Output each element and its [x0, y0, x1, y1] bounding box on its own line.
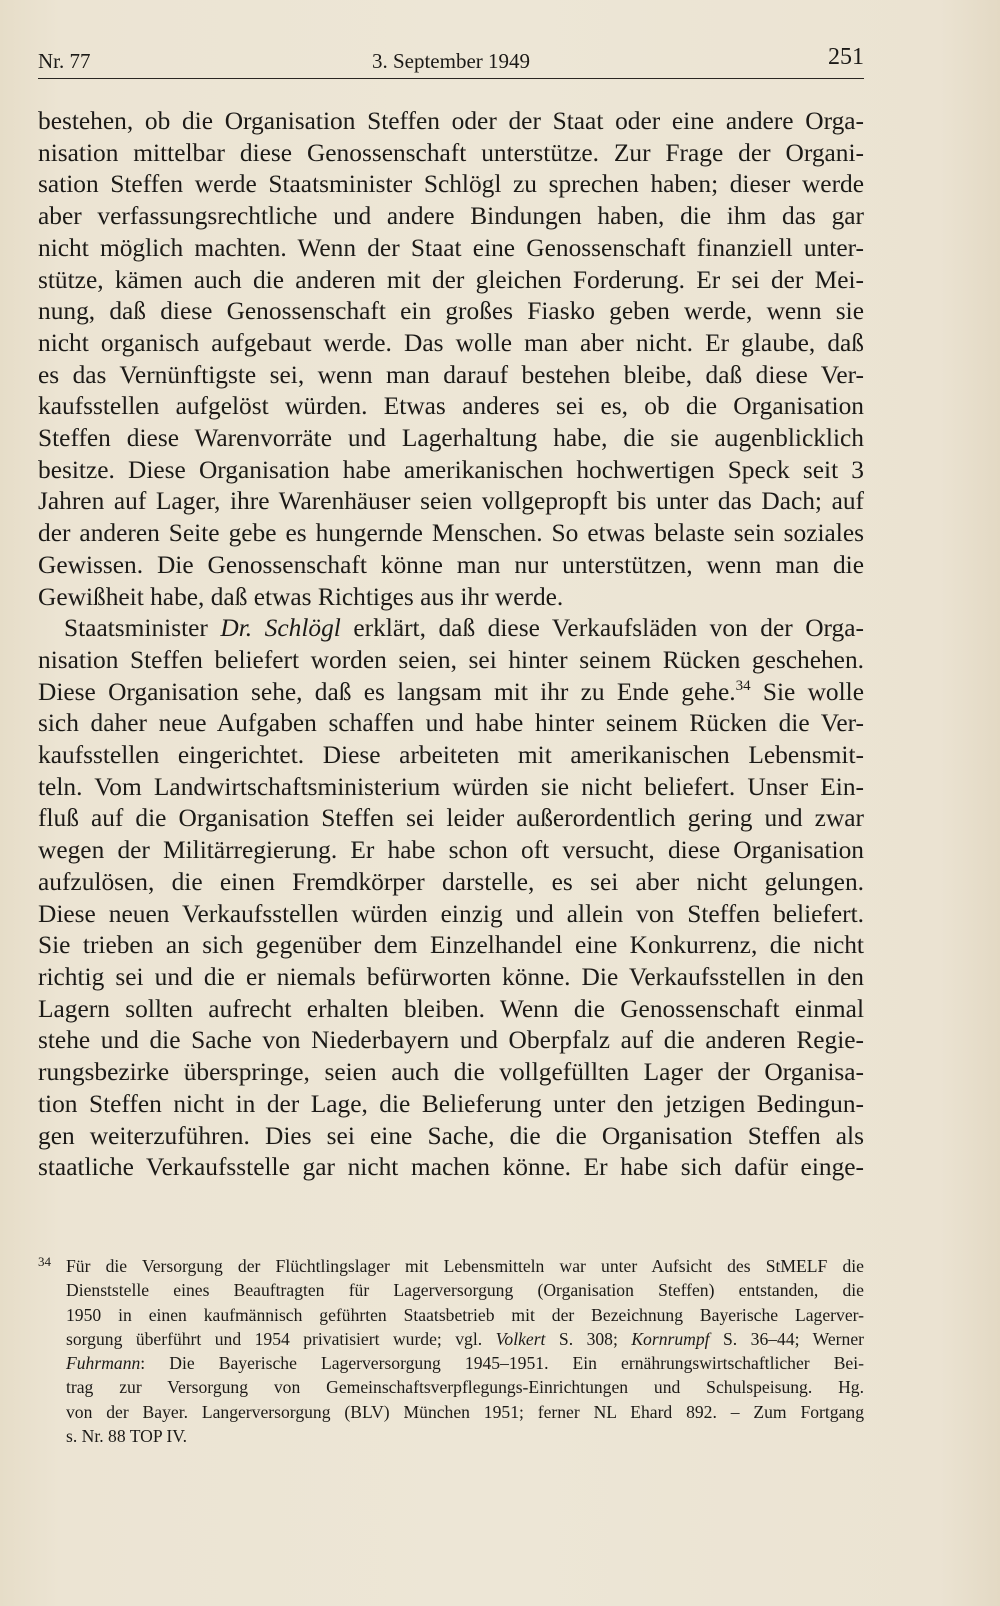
text-line: es das Vernünftigste sei, wenn man darauf bestehen bleibe, daß diese Ver-	[38, 360, 864, 389]
running-header	[38, 44, 864, 79]
citation-author: Volkert	[495, 1328, 546, 1349]
text-line: nisation mittelbar diese Genossenschaft unterstütze. Zur Frage der Organi-	[38, 138, 864, 167]
text-line: der anderen Seite gebe es hungernde Menschen. So etwas belaste sein soziales	[38, 519, 864, 548]
footnote-line: 1950 in einen kaufmännisch geführten Staatsbetrieb mit der Bezeichnung Bayerische Lagerver-	[66, 1304, 864, 1325]
paragraph-1	[38, 106, 864, 613]
footnote-reference[interactable]: 34	[735, 677, 751, 694]
footnote-line	[66, 1327, 864, 1351]
footnote-line: trag zur Versorgung von Gemeinschaftsverpflegungs-Einrichtungen und Schulspeisung. Hg.	[66, 1377, 864, 1398]
text-line: Steffen diese Warenvorräte und Lagerhaltung habe, die sie augenblicklich	[38, 424, 864, 453]
text-line: kaufsstellen eingerichtet. Diese arbeiteten mit amerikanischen Lebensmit-	[38, 741, 864, 770]
text-fragment: S. 308;	[545, 1328, 632, 1349]
text-line: richtig sei und die er niemals befürworten könne. Die Verkaufsstellen in den	[38, 962, 864, 991]
text-line: Sie trieben an sich gegenüber dem Einzelhandel eine Konkurrenz, die nicht	[38, 931, 864, 960]
text-fragment: : Die Bayerische Lagerversorgung 1945–1951. Ein ernährungswirtschaftlicher Bei-	[140, 1353, 864, 1374]
main-text	[38, 106, 864, 1184]
footnote-line	[66, 1351, 864, 1375]
text-line: nicht möglich machten. Wenn der Staat eine Genossenschaft finanziell unter-	[38, 233, 864, 262]
text-line: stütze, kämen auch die anderen mit der gleichen Forderung. Er sei der Mei-	[38, 265, 864, 294]
text-line: staatliche Verkaufsstelle gar nicht machen könne. Er habe sich dafür einge-	[38, 1153, 864, 1182]
footnote-line: Dienststelle eines Beauftragten für Lagerversorgung (Organisation Steffen) entstanden, die	[66, 1280, 864, 1301]
text-fragment: Staatsminister	[64, 614, 221, 643]
text-line: tion Steffen nicht in der Lage, die Belieferung unter den jetzigen Bedingun-	[38, 1089, 864, 1118]
footnote-34	[38, 1254, 864, 1448]
text-fragment: sorgung überführt und 1954 privatisiert wurde; vgl.	[66, 1328, 496, 1349]
footnote-line: s. Nr. 88 TOP IV.	[66, 1426, 188, 1447]
footnote-line: Für die Versorgung der Flüchtlingslager mit Lebensmitteln war unter Aufsicht des StMELF die	[66, 1256, 864, 1276]
header-date: 3. September 1949	[371, 49, 531, 73]
text-line: teln. Vom Landwirtschaftsministerium würden sie nicht beliefert. Unser Ein-	[38, 772, 864, 801]
document-number: Nr. 77	[38, 49, 91, 73]
text-line: fluß auf die Organisation Steffen sei leider außerordentlich gering und zwar	[38, 804, 864, 833]
text-line: nung, daß diese Genossenschaft ein großes Fiasko geben werde, wenn sie	[38, 297, 864, 326]
text-line: wegen der Militärregierung. Er habe schon oft versucht, diese Organisation	[38, 836, 864, 865]
text-line: Diese neuen Verkaufsstellen würden einzig und allein von Steffen beliefert.	[38, 899, 864, 928]
text-line: aufzulösen, die einen Fremdkörper darstelle, es sei aber nicht gelungen.	[38, 867, 864, 896]
page-number: 251	[828, 44, 864, 70]
text-fragment: Sie wolle	[750, 677, 864, 706]
text-line: besitze. Diese Organisation habe amerikanischen hochwertigen Speck seit 3	[38, 455, 864, 484]
text-line: aber verfassungsrechtliche und andere Bindungen haben, die ihm das gar	[38, 202, 864, 231]
text-line	[38, 677, 864, 709]
text-line: Lagern sollten aufrecht erhalten bleiben. Wenn die Genossenschaft einmal	[38, 994, 864, 1023]
text-fragment: S. 36–44; Werner	[709, 1328, 864, 1349]
footnote-text	[66, 1254, 864, 1448]
text-line: Gewißheit habe, daß etwas Richtiges aus ihr werde.	[38, 582, 564, 611]
text-line: sich daher neue Aufgaben schaffen und habe hinter seinem Rücken die Ver-	[38, 709, 864, 738]
text-line: bestehen, ob die Organisation Steffen oder der Staat oder eine andere Orga-	[38, 107, 864, 135]
citation-author: Fuhrmann	[66, 1353, 141, 1374]
text-fragment: Diese Organisation sehe, daß es langsam mit ihr zu Ende gehe.	[38, 677, 736, 706]
text-line: nicht organisch aufgebaut werde. Das wolle man aber nicht. Er glaube, daß	[38, 328, 864, 357]
text-line	[38, 613, 864, 645]
text-line: rungsbezirke überspringe, seien auch die vollgefüllten Lager der Organisa-	[38, 1058, 864, 1087]
citation-author: Kornrumpf	[631, 1328, 710, 1349]
paragraph-2	[38, 613, 864, 1184]
footnote-number: 34	[38, 1254, 51, 1269]
text-fragment: erklärt, daß diese Verkaufsläden von der Orga-	[340, 614, 864, 643]
text-line: stehe und die Sache von Niederbayern und Oberpfalz auf die anderen Regie-	[38, 1026, 864, 1055]
footnote-line: von der Bayer. Langerversorgung (BLV) München 1951; ferner NL Ehard 892. – Zum Fortgang	[66, 1401, 864, 1422]
text-line: sation Steffen werde Staatsminister Schlögl zu sprechen haben; dieser werde	[38, 170, 864, 199]
text-line: gen weiterzuführen. Dies sei eine Sache, die die Organisation Steffen als	[38, 1121, 864, 1150]
text-line: kaufsstellen aufgelöst würden. Etwas anderes sei es, ob die Organisation	[38, 392, 864, 421]
text-line: Gewissen. Die Genossenschaft könne man nur unterstützen, wenn man die	[38, 550, 864, 579]
text-line: Jahren auf Lager, ihre Warenhäuser seien vollgepropft bis unter das Dach; auf	[38, 487, 864, 516]
text-line: nisation Steffen beliefert worden seien, sei hinter seinem Rücken geschehen.	[38, 645, 864, 674]
speaker-name: Dr. Schlögl	[220, 614, 341, 643]
